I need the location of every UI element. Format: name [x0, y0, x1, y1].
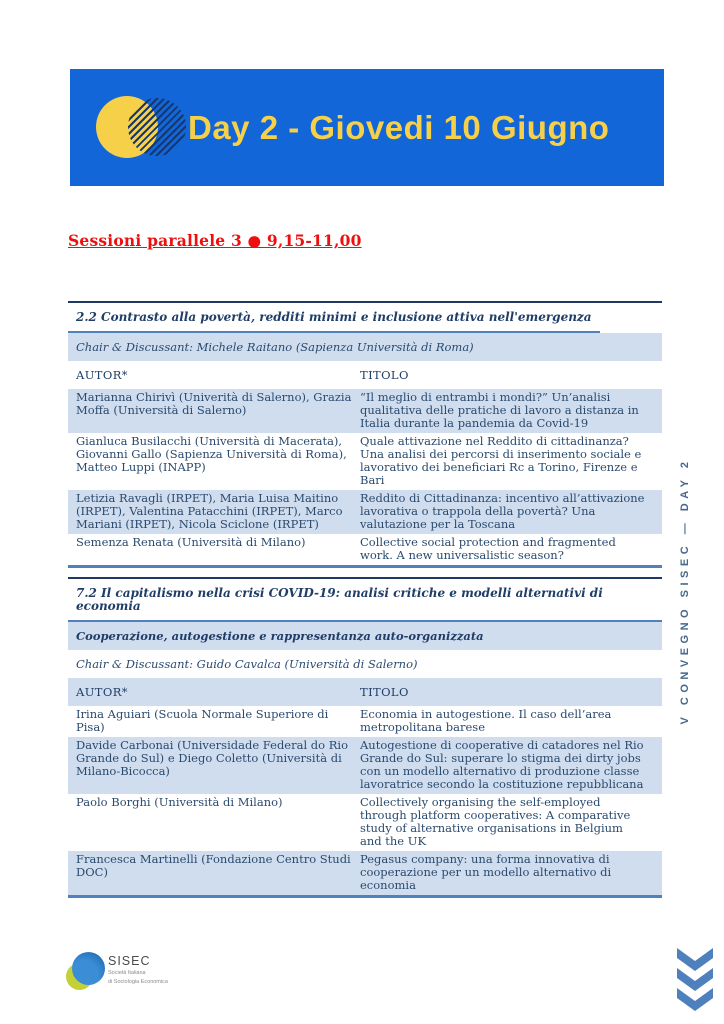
row-author: Paolo Borghi (Università di Milano) [76, 795, 283, 809]
row-title: Autogestione di cooperative di catadores nel Rio Grande do Sul: superare lo stigma dei dirty jobs con un modello alternativo di produzione classe lavoratrice secondo la costituzione repubblicana [360, 738, 644, 791]
table-row [68, 534, 662, 565]
row-author: Davide Carbonai (Universidade Federal do Rio Grande do Sul) e Diego Coletto (Università di Milano-Bicocca) [76, 738, 349, 778]
session-title-row [68, 579, 662, 622]
chair-row [68, 333, 662, 361]
session-title: 7.2 Il capitalismo nella crisi COVID-19: analisi critiche e modelli alternativi di economia [68, 579, 662, 622]
session-table-7-2 [68, 577, 662, 898]
chair-row [68, 650, 662, 678]
sisec-logo-icon [64, 950, 108, 992]
table-row [68, 706, 662, 737]
logo-blue-circle-icon [72, 952, 105, 985]
title-column-header: TITOLO [360, 685, 409, 699]
row-author: Irina Aguiari (Scuola Normale Superiore di Pisa) [76, 707, 329, 734]
hatched-circle-icon [128, 98, 186, 156]
table-row [68, 490, 662, 534]
day-banner-title: Day 2 - Giovedi 10 Giugno [188, 108, 610, 146]
sisec-logo [64, 950, 168, 992]
session-table-2-2 [68, 301, 662, 568]
chevrons-down-icon [676, 948, 714, 1012]
column-header-row [68, 678, 662, 706]
session-title-row [68, 303, 662, 333]
row-title: Reddito di Cittadinanza: incentivo all’attivazione lavorativa o trappola della povertà? Una valutazione per la Toscana [360, 491, 645, 531]
parallel-sessions-heading: Sessioni parallele 3 ● 9,15-11,00 [68, 231, 362, 250]
row-author: Francesca Martinelli (Fondazione Centro Studi DOC) [76, 852, 351, 879]
sisec-logo-tagline-line2: di Sociologia Economica [108, 979, 168, 985]
sisec-logo-tagline-line1: Società Italiana [108, 970, 146, 976]
sisec-logo-text [108, 950, 168, 986]
table-row [68, 851, 662, 895]
row-title: Collectively organising the self-employed through platform cooperatives: A comparative study of alternative organisations in Belgium and the UK [360, 795, 631, 848]
author-column-header: AUTOR* [76, 685, 128, 699]
row-title: Quale attivazione nel Reddito di cittadinanza? Una analisi dei percorsi di inserimento sociale e lavorativo dei beneficiari Rc a Torino, Firenze e Bari [360, 434, 642, 487]
row-author: Letizia Ravagli (IRPET), Maria Luisa Maitino (IRPET), Valentina Patacchini (IRPET), Marco Mariani (IRPET), Nicola Sciclone (IRPET) [76, 491, 343, 531]
chair-discussant: Chair & Discussant: Guido Cavalca (Università di Salerno) [76, 657, 418, 671]
author-column-header: AUTOR* [76, 368, 128, 382]
table-row [68, 737, 662, 794]
row-title: Pegasus company: una forma innovativa di cooperazione per un modello alternativo di economia [360, 852, 612, 892]
row-title: Economia in autogestione. Il caso dell’area metropolitana barese [360, 707, 612, 734]
row-author: Gianluca Busilacchi (Università di Macerata), Giovanni Gallo (Sapienza Università di Roma), Matteo Luppi (INAPP) [76, 434, 347, 474]
session-subtitle-row [68, 622, 662, 650]
table-row [68, 433, 662, 490]
title-column-header: TITOLO [360, 368, 409, 382]
session-title: 2.2 Contrasto alla povertà, redditi minimi e inclusione attiva nell'emergenza [68, 303, 600, 333]
sisec-logo-title: SISEC [108, 954, 151, 968]
row-title: Collective social protection and fragmented work. A new universalistic season? [360, 535, 616, 562]
table-row [68, 794, 662, 851]
side-label-convegno: V CONVEGNO SISEC — DAY 2 [679, 457, 691, 725]
column-header-row [68, 361, 662, 389]
row-author: Semenza Renata (Università di Milano) [76, 535, 306, 549]
day-banner [70, 69, 664, 186]
row-title: “Il meglio di entrambi i mondi?” Un’analisi qualitativa delle pratiche di lavoro a distanza in Italia durante la pandemia da Covid-19 [360, 390, 639, 430]
chair-discussant: Chair & Discussant: Michele Raitano (Sapienza Università di Roma) [76, 340, 474, 354]
table-row [68, 389, 662, 433]
row-author: Marianna Chirivì (Univerità di Salerno), Grazia Moffa (Università di Salerno) [76, 390, 352, 417]
session-subtitle: Cooperazione, autogestione e rappresentanza auto-organizzata [76, 629, 484, 643]
